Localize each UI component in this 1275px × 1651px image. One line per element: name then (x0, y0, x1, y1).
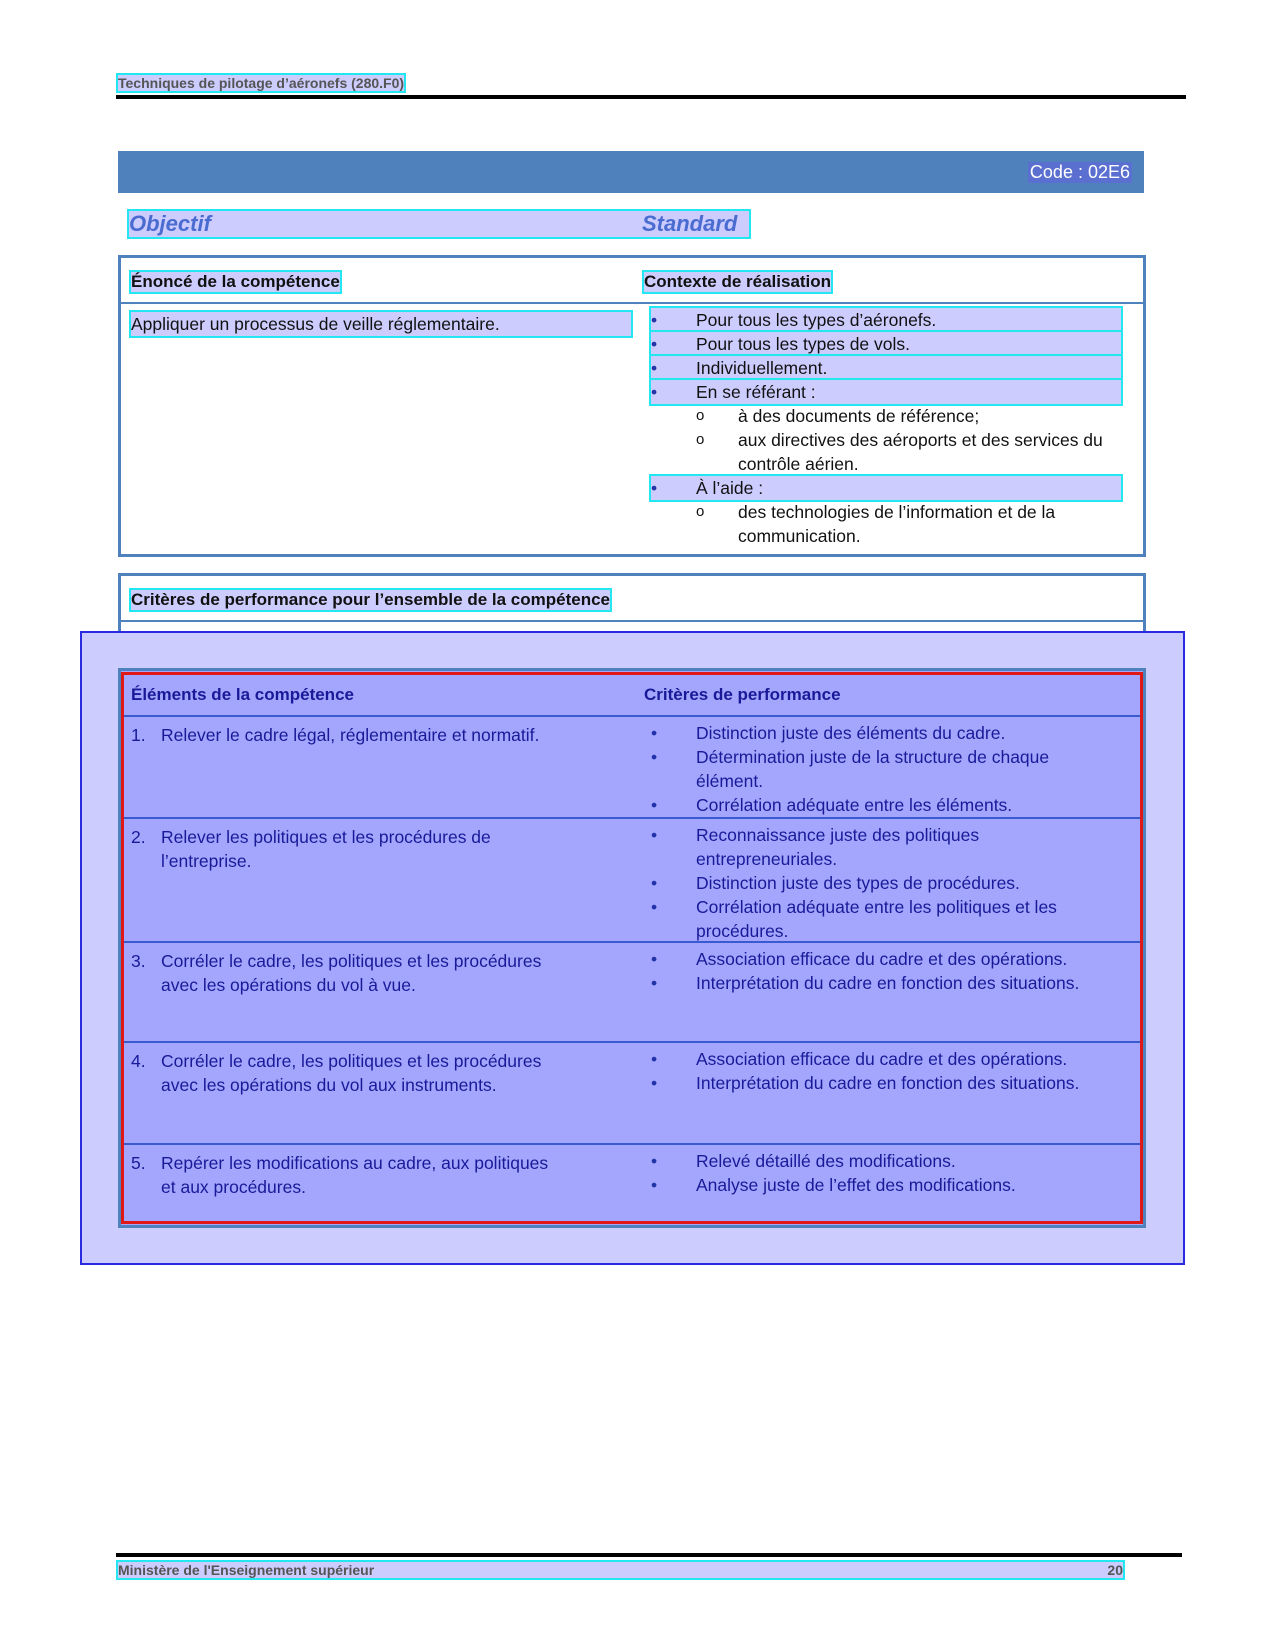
criterion-item: • Interprétation du cadre en fonction des situations. (651, 971, 1121, 995)
criteria-list (651, 721, 1121, 817)
contexte-item: • Individuellement. (651, 356, 1121, 380)
criteria-list (651, 1047, 1121, 1095)
criteria-list (651, 823, 1121, 943)
criterion-item: • Distinction juste des types de procédures. (651, 871, 1121, 895)
criterion-item: • Interprétation du cadre en fonction des situations. (651, 1071, 1121, 1095)
page-number: 20 (1107, 1562, 1123, 1578)
element-label: Relever le cadre légal, réglementaire et normatif. (161, 725, 540, 745)
standard-label: Standard (642, 211, 738, 236)
contexte-header: Contexte de réalisation (644, 272, 832, 291)
header-rule (116, 95, 1186, 99)
table-row (121, 304, 1143, 544)
criterion-item: • Analyse juste de l’effet des modifications. (651, 1173, 1121, 1197)
element-number: 3. (131, 951, 146, 971)
criterion-item: • Distinction juste des éléments du cadre. (651, 721, 1121, 745)
contexte-subitem: o à des documents de référence; (651, 404, 1121, 428)
element-text (131, 825, 551, 873)
criterion-item: • Détermination juste de la structure de chaque élément. (651, 745, 1121, 793)
elements-header: Éléments de la compétence (131, 685, 354, 704)
code-banner (118, 151, 1144, 193)
element-label: Repérer les modifications au cadre, aux politiques et aux procédures. (161, 1153, 549, 1197)
criterion-item: • Association efficace du cadre et des opérations. (651, 947, 1121, 971)
criterion-item: • Corrélation adéquate entre les politiques et les procédures. (651, 895, 1121, 943)
criteria-list (651, 1149, 1121, 1197)
element-text (131, 1049, 551, 1097)
criterion-item: • Corrélation adéquate entre les éléments. (651, 793, 1121, 817)
table-row (121, 1043, 1143, 1145)
element-number: 4. (131, 1051, 146, 1071)
table-row (121, 1145, 1143, 1199)
contexte-item: • À l’aide : (651, 476, 1121, 500)
element-number: 5. (131, 1153, 146, 1173)
contexte-subitem: o des technologies de l’information et de la communication. (651, 500, 1121, 548)
footer-ministry: Ministère de l'Enseignement supérieur (118, 1562, 375, 1578)
criteres-ensemble-title: Critères de performance pour l’ensemble de la compétence (131, 590, 610, 609)
objective-standard-labels (129, 211, 749, 237)
contexte-list (651, 308, 1121, 548)
table-row (121, 819, 1143, 943)
elements-table (118, 668, 1146, 1228)
table-header (121, 671, 1143, 717)
element-label: Corréler le cadre, les politiques et les procédures avec les opérations du vol aux instruments. (161, 1051, 542, 1095)
element-number: 1. (131, 725, 146, 745)
element-text (131, 1151, 551, 1199)
element-number: 2. (131, 827, 146, 847)
running-header: Techniques de pilotage d’aéronefs (280.F0) (118, 75, 405, 91)
element-text (131, 949, 551, 997)
contexte-item: • En se référant : (651, 380, 1121, 404)
criterion-item: • Reconnaissance juste des politiques entrepreneuriales. (651, 823, 1121, 871)
contexte-item: • Pour tous les types de vols. (651, 332, 1121, 356)
enonce-header: Énoncé de la compétence (131, 272, 340, 291)
criterion-item: • Relevé détaillé des modifications. (651, 1149, 1121, 1173)
contexte-item: • Pour tous les types d’aéronefs. (651, 308, 1121, 332)
criterion-item: • Association efficace du cadre et des opérations. (651, 1047, 1121, 1071)
footer-rule (116, 1553, 1182, 1557)
footer (118, 1562, 1123, 1578)
enonce-text: Appliquer un processus de veille réglementaire. (131, 312, 631, 336)
objectif-label: Objectif (129, 211, 211, 236)
criteria-list (651, 947, 1121, 995)
element-label: Corréler le cadre, les politiques et les procédures avec les opérations du vol à vue. (161, 951, 542, 995)
competency-code: Code : 02E6 (1029, 162, 1130, 182)
element-label: Relever les politiques et les procédures de l’entreprise. (161, 827, 491, 871)
table-header (121, 576, 1143, 622)
contexte-subitem: o aux directives des aéroports et des services du contrôle aérien. (651, 428, 1121, 476)
table-row (121, 717, 1143, 819)
criteres-header: Critères de performance (644, 685, 841, 704)
table-header (121, 258, 1143, 304)
table-row (121, 943, 1143, 1043)
enonce-table (118, 255, 1146, 557)
element-text (131, 723, 551, 747)
